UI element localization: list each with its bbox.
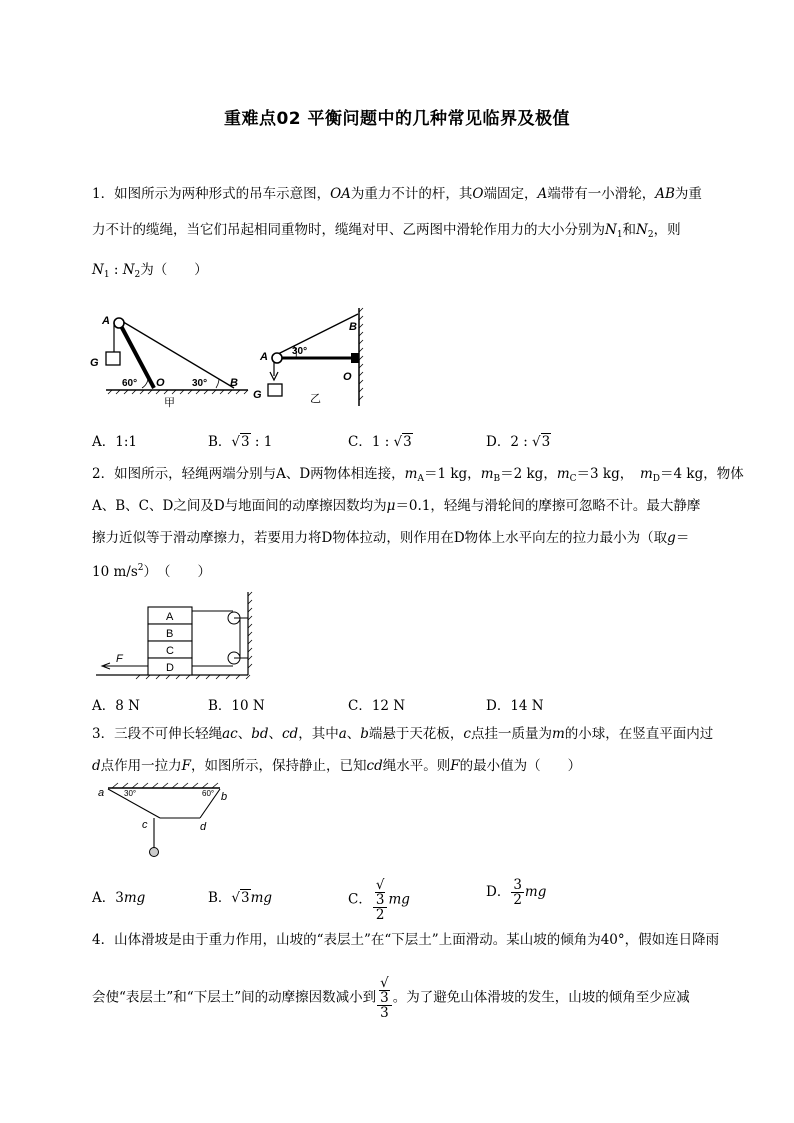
block-label-d: D bbox=[166, 662, 174, 674]
q3-option-a[interactable]: A．3mg bbox=[92, 890, 146, 906]
q3-line2: d点作用一拉力F，如图所示，保持静止，已知cd绳水平。则F的最小值为（ ） bbox=[92, 758, 582, 774]
q1-figure-jia bbox=[88, 308, 258, 408]
q4-line1: 4．山体滑坡是由于重力作用，山坡的“表层土”在“下层土”上面滑动。某山坡的倾角为40°，假如连日降雨 bbox=[92, 932, 720, 948]
q2-option-d[interactable]: D．14 N bbox=[486, 698, 544, 714]
label-O: O bbox=[156, 377, 165, 389]
q2-line4: 10 $m/s^2$） （ ） bbox=[92, 563, 211, 580]
ball bbox=[150, 848, 159, 857]
ceiling-hatch bbox=[112, 783, 218, 788]
rod-mount bbox=[351, 353, 359, 363]
label-30: 30° bbox=[292, 346, 308, 357]
q2-option-c[interactable]: C．12 N bbox=[348, 698, 406, 714]
q1-option-b[interactable]: B．√3 : 1 bbox=[208, 434, 273, 450]
q1-number: 1． bbox=[92, 186, 115, 202]
q1-line1: 1．如图所示为两种形式的吊车示意图，OA为重力不计的杆，其O端固定，A端带有一小滑轮，AB为重 bbox=[92, 186, 702, 202]
q1-line2: 力不计的缆绳，当它们吊起相同重物时，缆绳对甲、乙两图中滑轮作用力的大小分别为$N_1$和$N_2$，则 bbox=[92, 222, 681, 240]
cable-AB bbox=[278, 314, 358, 354]
label-jia: 甲 bbox=[164, 397, 175, 408]
q2-line2: A、B、C、D之间及D与地面间的动摩擦因数均为μ＝0.1，轻绳与滑轮间的摩擦可忽略不计。最大静摩 bbox=[92, 498, 701, 514]
block-label-b: B bbox=[166, 628, 174, 640]
q3-figure bbox=[94, 782, 234, 864]
force-label: F bbox=[116, 653, 123, 665]
q4-number: 4． bbox=[92, 932, 115, 948]
label-O: O bbox=[343, 371, 352, 383]
q2-figure bbox=[96, 588, 256, 688]
label-G: G bbox=[90, 357, 99, 369]
q1-option-d[interactable]: D．2 : √3 bbox=[486, 434, 551, 450]
label-yi: 乙 bbox=[310, 393, 321, 405]
weight-box bbox=[268, 384, 282, 396]
weight-box bbox=[106, 352, 120, 365]
q2-option-b[interactable]: B．10 N bbox=[208, 698, 265, 714]
block-label-a: A bbox=[166, 611, 174, 623]
label-30: 30° bbox=[192, 378, 208, 389]
label-60: 60° bbox=[202, 789, 215, 798]
q3-line1: 3．三段不可伸长轻绳ac、bd、cd，其中a、b端悬于天花板，c点挂一质量为m的小球，在竖直平面内过 bbox=[92, 726, 714, 742]
label-c: c bbox=[142, 819, 148, 831]
block-label-c: C bbox=[166, 645, 174, 657]
q3-option-d[interactable]: D． $\frac{3}{2}$ mg bbox=[486, 877, 547, 908]
wall-hatch bbox=[248, 592, 252, 668]
q2-number: 2． bbox=[92, 466, 115, 482]
q4-line2: 会使“表层土”和“下层土”间的动摩擦因数减小到 √ 3 3 。为了避免山体滑坡的发生，山坡的倾角至少应减 bbox=[92, 975, 690, 1021]
pulley bbox=[272, 353, 282, 363]
label-d: d bbox=[200, 821, 207, 833]
q3-option-b[interactable]: B．√3mg bbox=[208, 890, 273, 906]
q1-option-c[interactable]: C．1 : √3 bbox=[348, 434, 412, 450]
label-b: b bbox=[221, 791, 228, 803]
label-B: B bbox=[230, 377, 238, 389]
label-60: 60° bbox=[122, 378, 138, 389]
label-a: a bbox=[98, 787, 105, 799]
label-A: A bbox=[102, 315, 110, 327]
q1-option-a[interactable]: A．1:1 bbox=[92, 434, 137, 450]
q2-option-a[interactable]: A．8 N bbox=[92, 698, 140, 714]
label-B: B bbox=[349, 321, 357, 333]
q2-line1: 2．如图所示，轻绳两端分别与A、D两物体相连接，$m_A=1$ kg，$m_B=2$ kg，$m_C=3$ kg， $m_D=4$ kg，物体 bbox=[92, 466, 744, 484]
q1-figure-yi bbox=[248, 302, 373, 412]
q3-option-c[interactable]: C． √ 3 2 mg bbox=[348, 877, 410, 923]
label-G: G bbox=[253, 389, 262, 401]
q1-line3: $N_1$ : $N_2$为（ ） bbox=[92, 262, 208, 280]
q2-line3: 擦力近似等于滑动摩擦力，若要用力将D物体拉动，则作用在D物体上水平向左的拉力最小为（取g＝ bbox=[92, 530, 690, 546]
label-A: A bbox=[260, 351, 268, 363]
page-title: 重难点02 平衡问题中的几种常见临界及极值 bbox=[223, 109, 571, 129]
label-30: 30° bbox=[124, 789, 137, 798]
q3-number: 3． bbox=[92, 726, 115, 742]
pulley bbox=[114, 318, 124, 328]
